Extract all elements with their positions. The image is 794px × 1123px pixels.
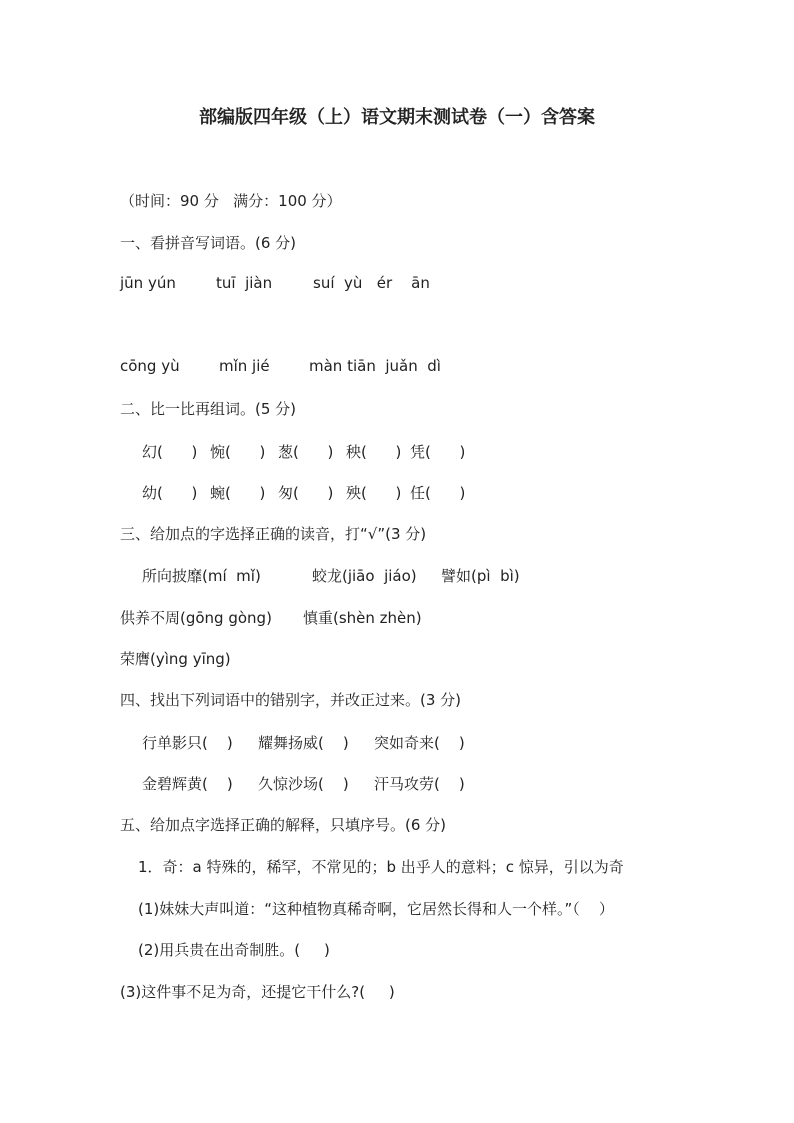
q1-pinyin-item: jūn yún (120, 274, 176, 292)
q4-item: 耀舞扬威( ) (258, 734, 349, 752)
q3-item: 荣膺(yìng yīng) (120, 650, 231, 668)
q4-item: 金碧辉黄( ) (142, 775, 233, 793)
q3-row-2 (0, 607, 794, 627)
page-title: 部编版四年级（上）语文期末测试卷（一）含答案 (199, 107, 595, 128)
q3-item: 供养不周(gōng gòng) (120, 609, 272, 627)
q4-item: 行单影只( ) (142, 734, 233, 752)
q2-item: 秧( ) (346, 443, 402, 461)
q5-item: (3)这件事不足为奇，还提它干什么?( ) (120, 983, 395, 1001)
q3-item: 慎重(shèn zhèn) (303, 609, 422, 627)
q1-pinyin-item: mǐn jié (219, 357, 270, 375)
q2-item: 蜿( ) (210, 484, 266, 502)
q3-item: 譬如(pì bì) (441, 567, 520, 585)
q4-item: 久惊沙场( ) (258, 775, 349, 793)
q1-pinyin-row-2 (0, 357, 794, 377)
q5-item: (1)妹妹大声叫道：“这种植物真稀奇啊，它居然长得和人一个样。”（ ） (138, 900, 614, 918)
q3-heading: 三、给加点的字选择正确的读音，打“√”(3 分) (120, 525, 427, 543)
q4-heading: 四、找出下列词语中的错别字，并改正过来。(3 分) (120, 691, 462, 709)
q2-row-1 (0, 441, 794, 461)
q2-item: 殃( ) (346, 484, 402, 502)
q2-item: 幻( ) (142, 443, 198, 461)
q1-pinyin-item: tuī jiàn (216, 274, 273, 292)
q5-heading: 五、给加点字选择正确的解释，只填序号。(6 分) (120, 816, 447, 834)
q1-pinyin-item: suí yù ér ān (313, 274, 430, 292)
q1-heading: 一、看拼音写词语。(6 分) (120, 234, 297, 252)
q1-pinyin-item: màn tiān juǎn dì (309, 357, 441, 375)
q2-item: 惋( ) (210, 443, 266, 461)
q2-item: 幼( ) (142, 484, 198, 502)
q5-definition: 1．奇：a 特殊的，稀罕，不常见的；b 出乎人的意料；c 惊异，引以为奇 (138, 858, 624, 876)
q2-heading: 二、比一比再组词。(5 分) (120, 400, 297, 418)
q1-pinyin-item: cōng yù (120, 357, 180, 375)
q2-item: 任( ) (410, 484, 466, 502)
q5-item: (2)用兵贵在出奇制胜。( ) (138, 941, 330, 959)
q2-item: 凭( ) (410, 443, 466, 461)
q4-item: 汗马攻劳( ) (374, 775, 465, 793)
q1-pinyin-row-1 (0, 274, 794, 294)
q2-row-2 (0, 482, 794, 502)
q2-item: 匆( ) (278, 484, 334, 502)
q2-item: 葱( ) (278, 443, 334, 461)
q3-item: 所向披靡(mí mǐ) (142, 567, 261, 585)
q4-item: 突如奇来( ) (374, 734, 465, 752)
q3-row-1 (0, 565, 794, 585)
exam-meta: （时间：90 分 满分：100 分） (120, 192, 342, 210)
q3-item: 蛟龙(jiāo jiáo) (312, 567, 417, 585)
q4-row-1 (0, 732, 794, 752)
q4-row-2 (0, 773, 794, 793)
